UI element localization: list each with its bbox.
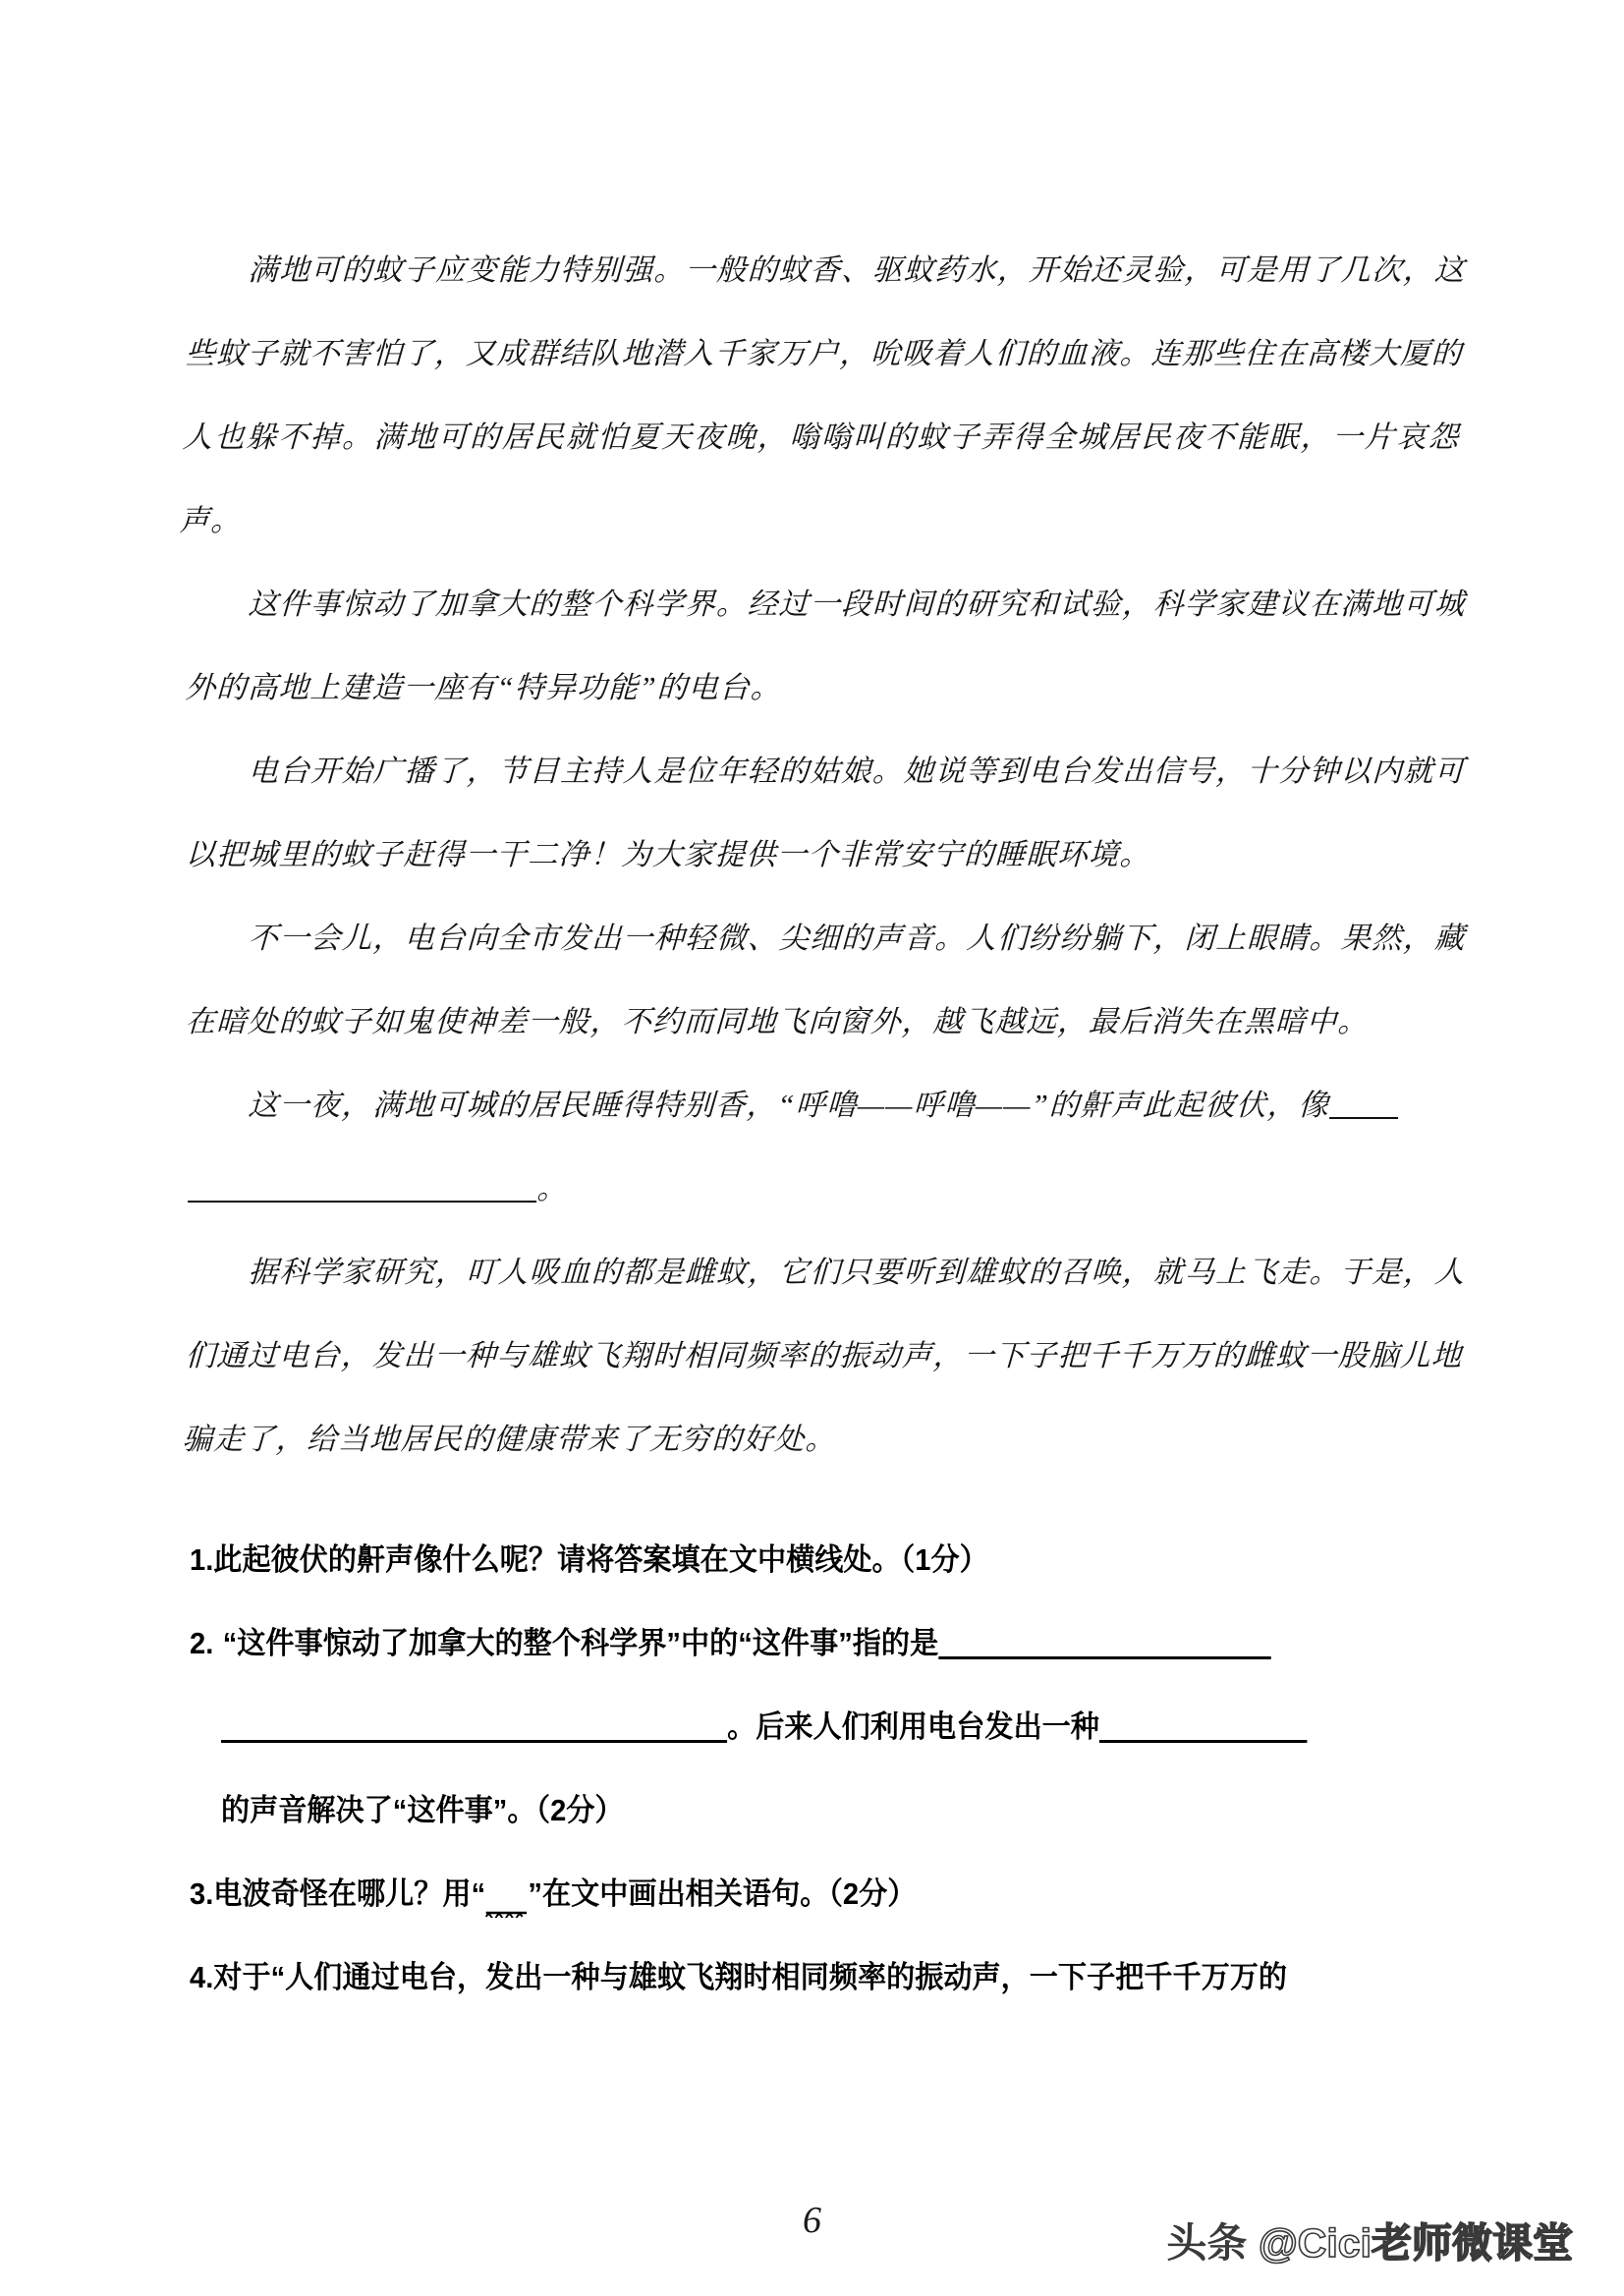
questions-section <box>190 1518 1477 2019</box>
paragraph-4: 不一会儿，电台向全市发出一种轻微、尖细的声音。人们纷纷躺下，闭上眼睛。果然，藏在暗处的蚊子如鬼使神差一般，不约而同地飞向窗外，越飞越远，最后消失在黑暗中。 <box>184 922 1467 1038</box>
article-body <box>179 229 1467 1482</box>
question-2-part3: 的声音解决了“这件事”。（2分） <box>220 1793 624 1827</box>
paragraph-6: 据科学家研究，叮人吸血的都是雌蚊，它们只要听到雄蚊的召唤，就马上飞走。于是，人们通过电台，发出一种与雄蚊飞翔时相同频率的振动声，一下子把千千万万的雌蚊一股脑儿地骗走了，给当地居民的健康带来了无穷的好处。 <box>182 1256 1467 1456</box>
question-3-part2: ”在文中画出相关语句。（2分） <box>528 1876 917 1911</box>
question-1-text: 此起彼伏的鼾声像什么呢？请将答案填在文中横线处。（1分） <box>213 1542 988 1577</box>
paragraph-5-text: 这一夜，满地可城的居民睡得特别香，“呼噜——呼噜——”的鼾声此起彼伏，像 <box>247 1089 1330 1122</box>
answer-blank-inline[interactable] <box>1329 1117 1398 1119</box>
paragraph-3: 电台开始广播了，节目主持人是位年轻的姑娘。她说等到电台发出信号，十分钟以内就可以把城里的蚊子赶得一干二净！为大家提供一个非常安宁的睡眠环境。 <box>184 755 1467 871</box>
answer-blank-line[interactable] <box>188 1201 536 1203</box>
page-number: 6 <box>803 2200 821 2241</box>
question-4-number: 4. <box>190 1960 214 1994</box>
question-3 <box>190 1852 1399 1935</box>
paragraph-5-continuation <box>187 1148 1467 1231</box>
question-3-number: 3. <box>190 1876 214 1911</box>
question-2-number: 2. <box>190 1626 214 1660</box>
watermark <box>1166 2211 1573 2268</box>
question-2-line2 <box>190 1685 1399 1768</box>
question-4 <box>190 1935 1399 2019</box>
question-2-blank-2[interactable] <box>221 1739 727 1743</box>
question-1 <box>190 1518 1399 1601</box>
sentence-period: 。 <box>535 1172 569 1205</box>
question-2-part2: 。后来人们利用电台发出一种 <box>727 1709 1099 1744</box>
question-1-number: 1. <box>190 1542 214 1577</box>
watermark-handle: @Cici老师微课堂 <box>1258 2220 1573 2266</box>
watermark-prefix: 头条 <box>1166 2220 1259 2266</box>
question-3-part1: 电波奇怪在哪儿？用“ <box>213 1876 486 1911</box>
paragraph-2: 这件事惊动了加拿大的整个科学界。经过一段时间的研究和试验，科学家建议在满地可城外的高地上建造一座有“特异功能”的电台。 <box>184 588 1467 704</box>
wavy-underline-icon <box>485 1892 528 1914</box>
question-2 <box>190 1601 1399 1685</box>
question-2-line3 <box>190 1768 1399 1852</box>
question-4-text: 对于“人们通过电台，发出一种与雄蚊飞翔时相同频率的振动声，一下子把千千万万的 <box>213 1960 1288 1994</box>
question-2-blank-1[interactable] <box>938 1655 1270 1659</box>
question-2-part1: “这件事惊动了加拿大的整个科学界”中的“这件事”指的是 <box>222 1626 939 1660</box>
paragraph-5 <box>187 1064 1467 1148</box>
paragraph-1: 满地可的蚊子应变能力特别强。一般的蚊香、驱蚊药水，开始还灵验，可是用了几次，这些蚊子就不害怕了，又成群结队地潜入千家万户，吮吸着人们的血液。连那些住在高楼大厦的人也躲不掉。满地可的居民就怕夏天夜晚，嗡嗡叫的蚊子弄得全城居民夜不能眠，一片哀怨声。 <box>179 253 1467 537</box>
question-2-blank-3[interactable] <box>1099 1739 1308 1743</box>
